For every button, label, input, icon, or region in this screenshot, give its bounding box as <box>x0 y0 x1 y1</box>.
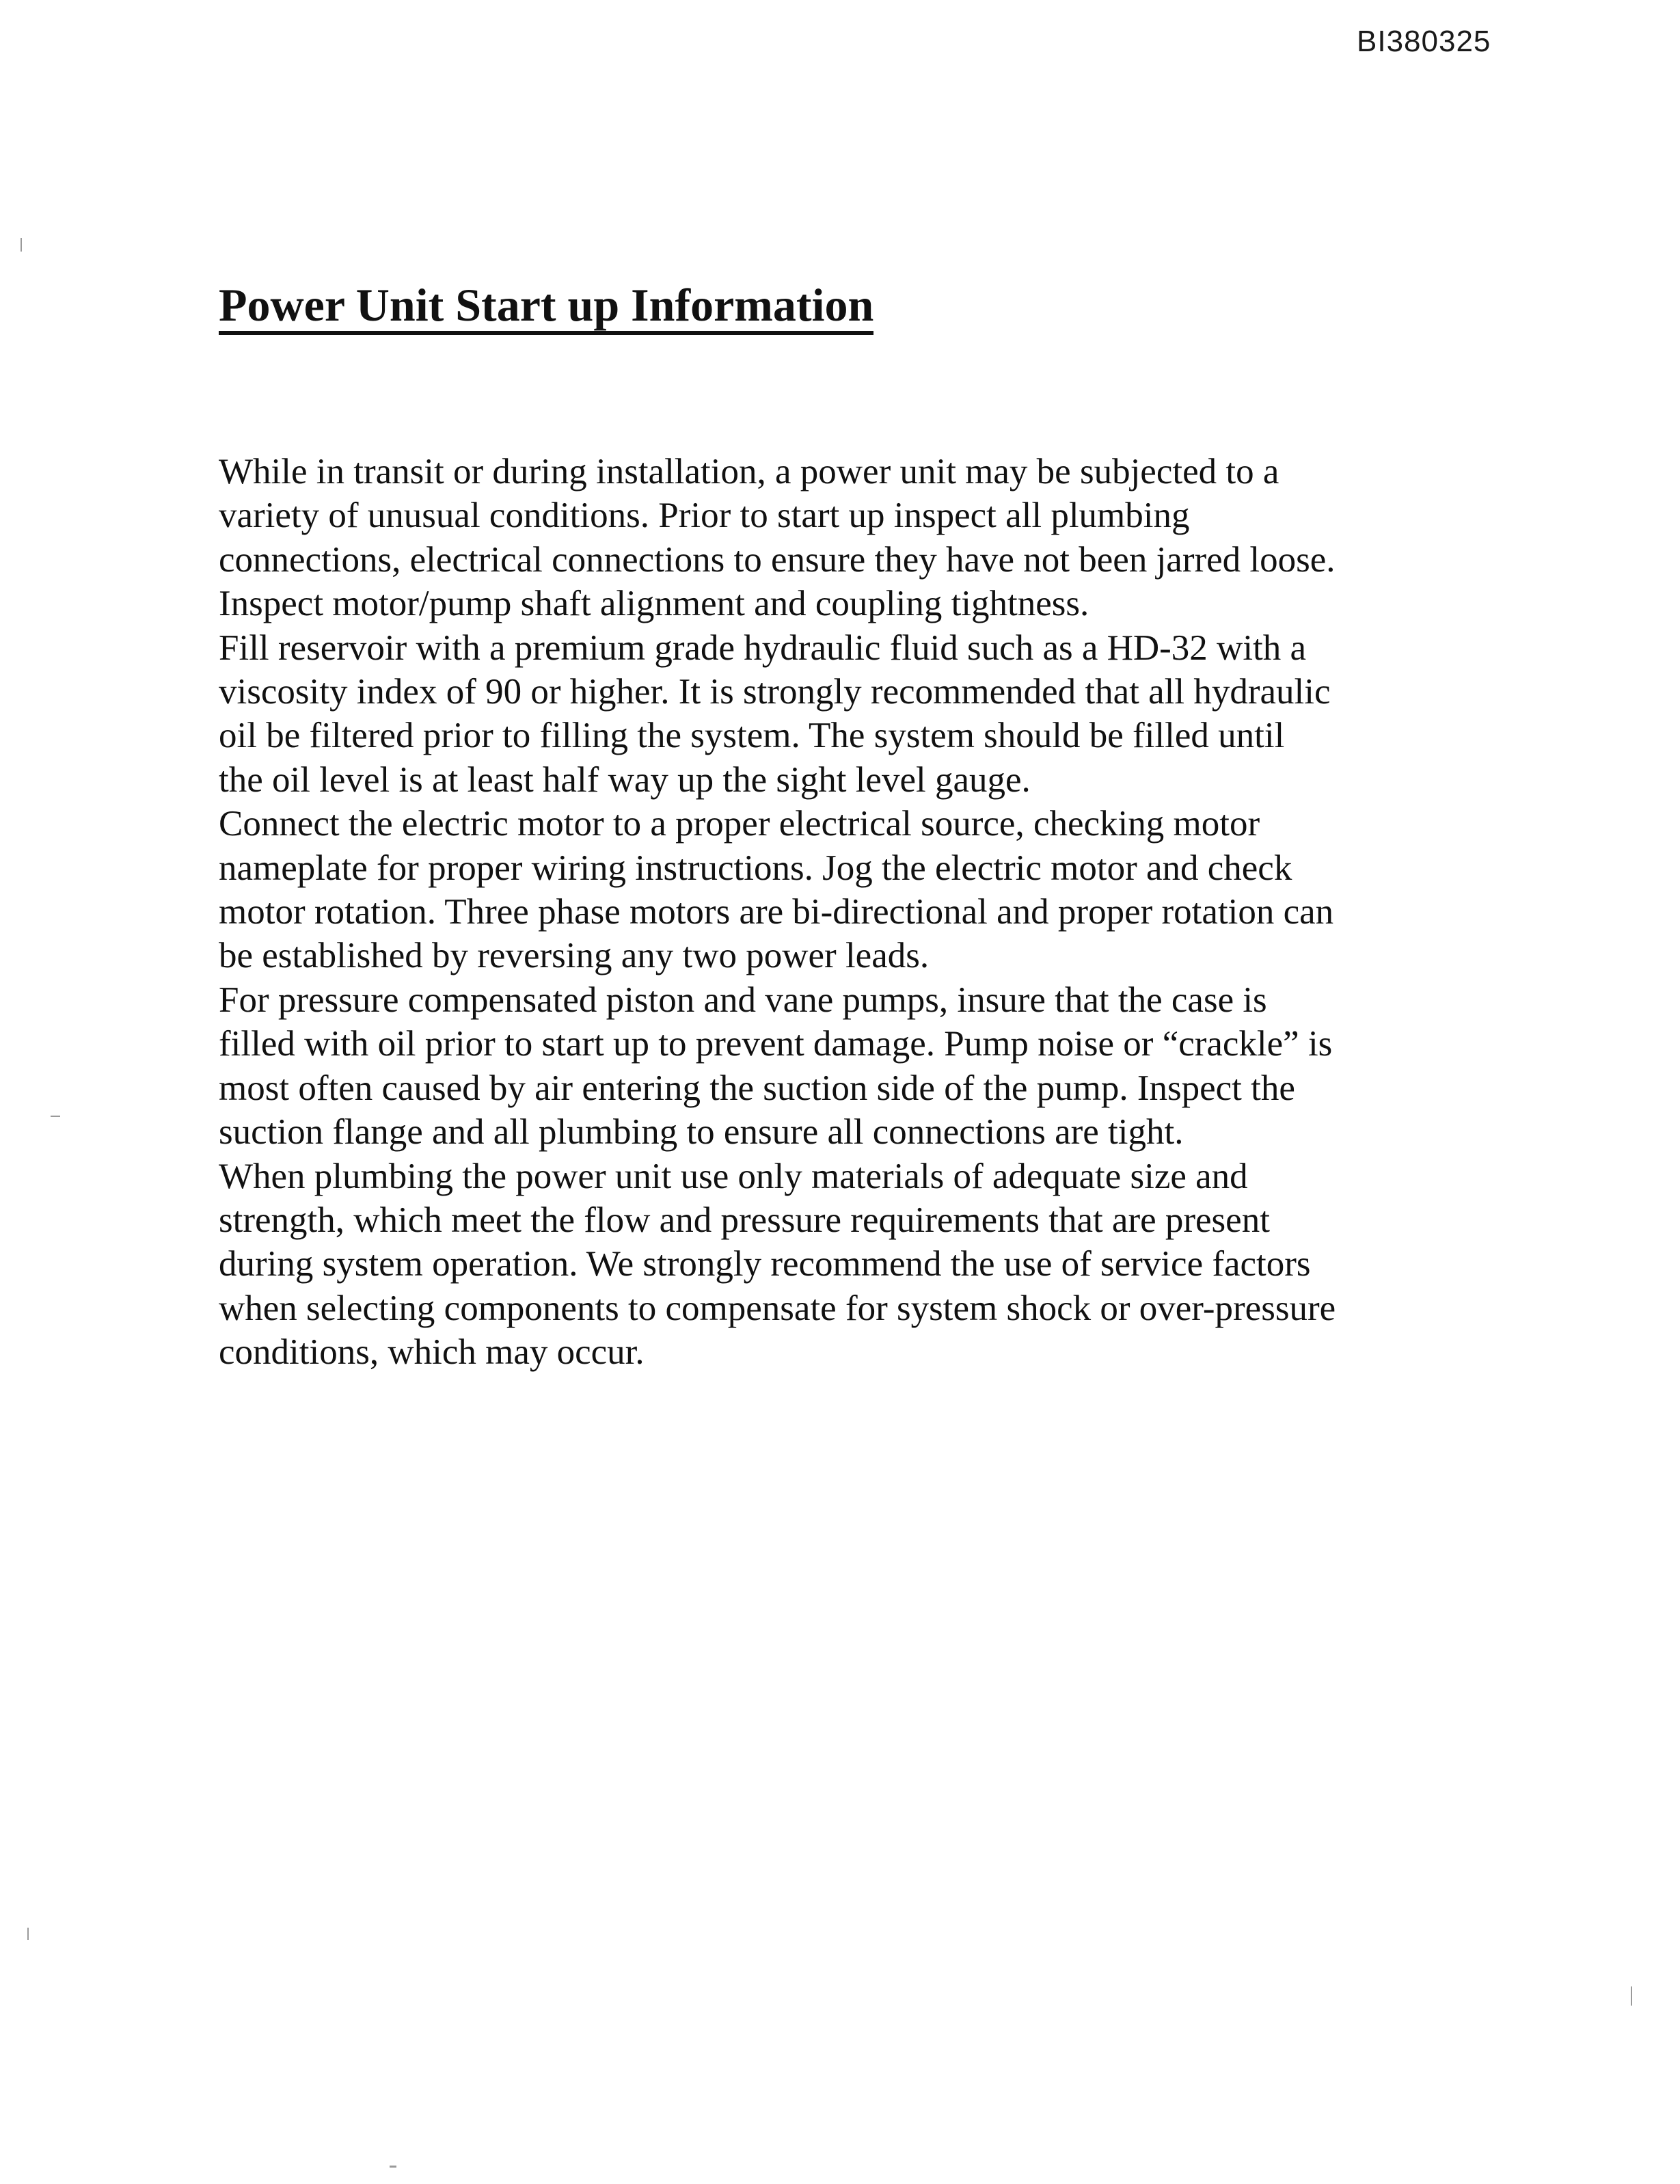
scan-speck <box>21 238 22 252</box>
page-title: Power Unit Start up Information <box>219 282 873 335</box>
body-line: filled with oil prior to start up to prevent damage. Pump noise or “crackle” is <box>219 1024 1333 1064</box>
body-line: the oil level is at least half way up the sight level gauge. <box>219 759 1031 800</box>
body-line: viscosity index of 90 or higher. It is strongly recommended that all hydraulic <box>219 672 1331 712</box>
body-line: when selecting components to compensate for system shock or over-pressure <box>219 1288 1336 1328</box>
body-line: Inspect motor/pump shaft alignment and coupling tightness. <box>219 584 1089 624</box>
body-line: motor rotation. Three phase motors are bi-directional and proper rotation can <box>219 892 1334 932</box>
body-line: connections, electrical connections to ensure they have not been jarred loose. <box>219 539 1336 580</box>
body-line: While in transit or during installation, a power unit may be subjected to a <box>219 452 1279 491</box>
scan-speck <box>27 1928 29 1940</box>
scan-speck <box>1631 1986 1632 2006</box>
body-line: strength, which meet the flow and pressure requirements that are present <box>219 1200 1270 1240</box>
body-line: variety of unusual conditions. Prior to start up inspect all plumbing <box>219 496 1190 536</box>
scan-speck <box>390 2166 396 2168</box>
body-line: be established by reversing any two power leads. <box>219 936 930 976</box>
body-text <box>219 450 1422 1375</box>
document-id: BI380325 <box>1357 25 1491 58</box>
body-line: oil be filtered prior to filling the system. The system should be filled until <box>219 716 1285 756</box>
body-line: Connect the electric motor to a proper electrical source, checking motor <box>219 804 1260 844</box>
body-line: For pressure compensated piston and vane pumps, insure that the case is <box>219 980 1267 1020</box>
body-line: suction flange and all plumbing to ensure all connections are tight. <box>219 1112 1184 1152</box>
body-line: When plumbing the power unit use only materials of adequate size and <box>219 1156 1248 1196</box>
body-line: nameplate for proper wiring instructions. Jog the electric motor and check <box>219 848 1292 888</box>
body-line: during system operation. We strongly recommend the use of service factors <box>219 1244 1311 1284</box>
body-line: conditions, which may occur. <box>219 1332 645 1373</box>
body-line: Fill reservoir with a premium grade hydraulic fluid such as a HD-32 with a <box>219 628 1307 668</box>
body-line: most often caused by air entering the suction side of the pump. Inspect the <box>219 1068 1295 1108</box>
scan-speck <box>51 1116 60 1117</box>
